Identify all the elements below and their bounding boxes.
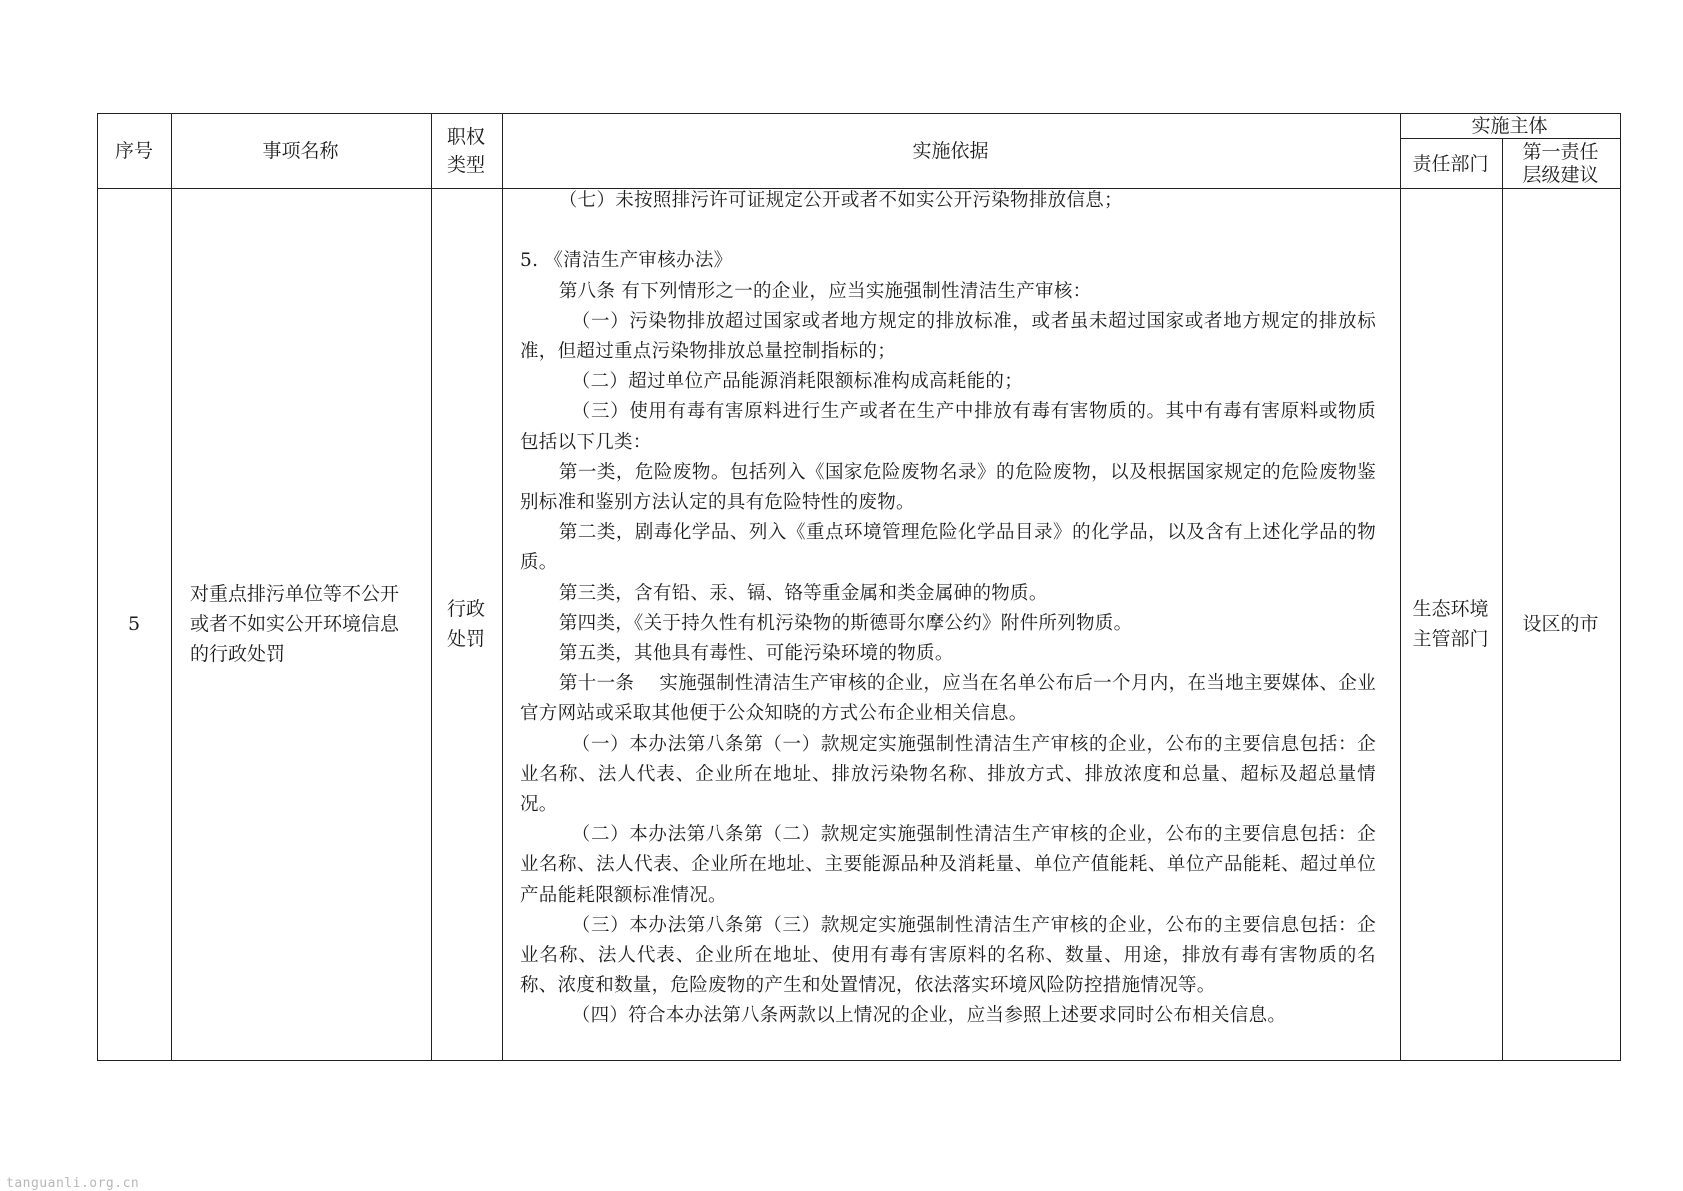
- header-basis: 实施依据: [912, 140, 989, 162]
- header-authority-type-line2: 类型: [446, 154, 485, 176]
- row-item-name: [190, 189, 415, 1059]
- basis-paragraph: （一）污染物排放超过国家或者地方规定的排放标准，或者虽未超过国家或者地方规定的排放标准，但超过重点污染物排放总量控制指标的；: [520, 310, 1376, 362]
- row-responsible-dept-line1: 生态环境: [1412, 598, 1489, 620]
- basis-spacer: [520, 216, 1376, 246]
- basis-paragraph: 第十一条 实施强制性清洁生产审核的企业，应当在名单公布后一个月内，在当地主要媒体、企业官方网站或采取其他便于公众知晓的方式公布企业相关信息。: [520, 673, 1376, 725]
- basis-paragraph: （四）符合本办法第八条两款以上情况的企业，应当参照上述要求同时公布相关信息。: [571, 1005, 1287, 1027]
- basis-paragraph: （一）本办法第八条第（一）款规定实施强制性清洁生产审核的企业，公布的主要信息包括：企业名称、法人代表、企业所在地址、排放污染物名称、排放方式、排放浓度和总量、超标及超总量情况。: [520, 733, 1376, 816]
- basis-paragraph: 5. 《清洁生产审核办法》: [520, 250, 733, 272]
- row-responsible-dept: [1400, 189, 1501, 1059]
- col-divider-type: [502, 114, 503, 1060]
- header-responsible-dept: 责任部门: [1412, 152, 1489, 175]
- basis-paragraph: （三）使用有毒有害原料进行生产或者在生产中排放有毒有害物质的。其中有毒有害原料或物质包括以下几类：: [520, 401, 1376, 453]
- basis-paragraph: （三）本办法第八条第（三）款规定实施强制性清洁生产审核的企业，公布的主要信息包括：企业名称、法人代表、企业所在地址、使用有毒有害原料的名称、数量、用途，排放有毒有害物质的名称、浓度和数量，危险废物的产生和处置情况，依法落实环境风险防控措施情况等。: [520, 914, 1376, 997]
- basis-paragraph: 第四类，《关于持久性有机污染物的斯德哥尔摩公约》附件所列物质。: [558, 612, 1133, 634]
- row-authority-type-line2: 处罚: [446, 628, 485, 650]
- row-first-level: 设区的市: [1522, 613, 1599, 635]
- row-item-name-text: 对重点排污单位等不公开或者不如实公开环境信息的行政处罚: [190, 583, 400, 665]
- header-first-level-line2: 层级建议: [1522, 163, 1599, 186]
- header-first-level: [1502, 139, 1619, 188]
- col-divider-seq: [171, 114, 172, 1060]
- header-first-level-line1: 第一责任: [1522, 140, 1599, 163]
- basis-paragraph: 第三类，含有铅、汞、镉、铬等重金属和类金属砷的物质。: [558, 582, 1048, 604]
- header-seq: 序号: [114, 140, 153, 162]
- row-basis: [520, 186, 1376, 1032]
- row-seq: 5: [127, 613, 141, 635]
- basis-paragraph: （七）未按照排污许可证规定公开或者不如实公开污染物排放信息；: [558, 190, 1123, 211]
- row-responsible-dept-line2: 主管部门: [1412, 628, 1489, 650]
- basis-paragraph: 第五类，其他具有毒性、可能污染环境的物质。: [558, 643, 954, 665]
- basis-paragraph: 第一类，危险废物。包括列入《国家危险废物名录》的危险废物，以及根据国家规定的危险废物鉴别标准和鉴别方法认定的具有危险特性的废物。: [520, 461, 1376, 514]
- header-authority-type: [431, 114, 501, 188]
- watermark-text: tanguanli.org.cn: [6, 1176, 140, 1191]
- basis-paragraph: （二）超过单位产品能源消耗限额标准构成高耗能的；: [571, 371, 1023, 393]
- header-subject: 实施主体: [1471, 115, 1548, 137]
- row-authority-type: [431, 189, 501, 1059]
- row-authority-type-line1: 行政: [446, 598, 485, 620]
- header-authority-type-line1: 职权: [446, 126, 485, 148]
- basis-paragraph: 第二类，剧毒化学品、列入《重点环境管理危险化学品目录》的化学品，以及含有上述化学品的物质。: [520, 522, 1376, 574]
- basis-paragraph: 第八条 有下列情形之一的企业，应当实施强制性清洁生产审核：: [558, 280, 1092, 302]
- header-item-name: 事项名称: [262, 140, 339, 162]
- basis-paragraph: （二）本办法第八条第（二）款规定实施强制性清洁生产审核的企业，公布的主要信息包括：企业名称、法人代表、企业所在地址、主要能源品种及消耗量、单位产值能耗、单位产品能耗、超过单位产品能耗限额标准情况。: [520, 824, 1376, 906]
